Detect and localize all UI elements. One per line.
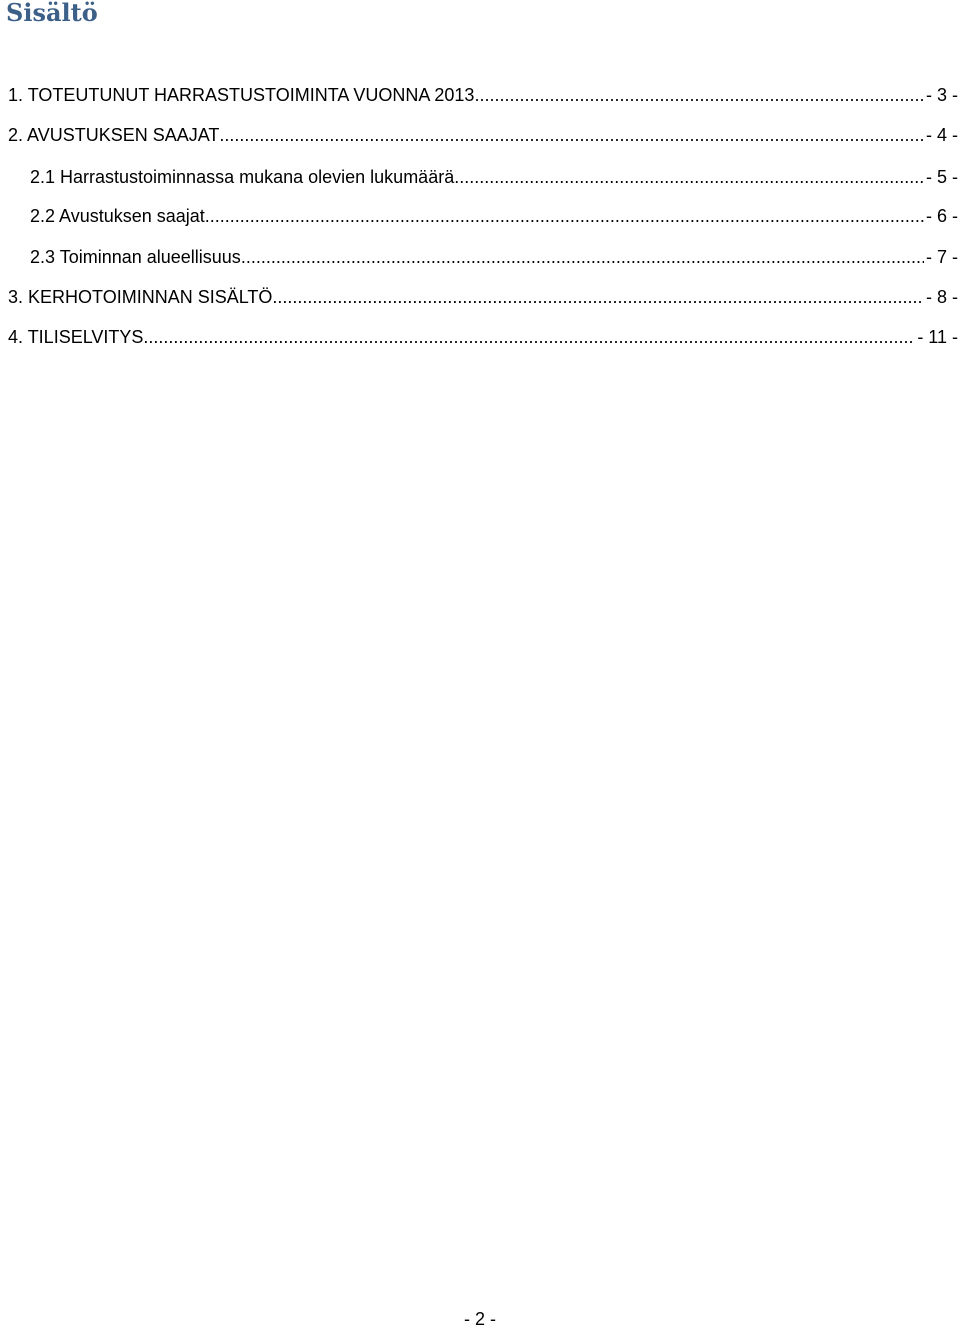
toc-entry[interactable] bbox=[30, 244, 958, 270]
toc-entry-text: 2.1 Harrastustoiminnassa mukana olevien lukumäärä bbox=[30, 167, 455, 187]
toc-entry-page: - 7 - bbox=[925, 247, 958, 267]
toc-leader-dots bbox=[272, 284, 924, 310]
toc-entry-text: 3. KERHOTOIMINNAN SISÄLTÖ bbox=[8, 287, 273, 307]
toc-entry-page: - 6 - bbox=[925, 206, 958, 226]
toc-entry[interactable] bbox=[30, 164, 958, 190]
toc-leader-dots bbox=[219, 122, 924, 148]
toc-entry[interactable] bbox=[8, 82, 958, 108]
toc-entry[interactable] bbox=[30, 203, 958, 229]
toc-title: Sisältö bbox=[6, 0, 98, 27]
toc-entry-page: - 11 - bbox=[917, 327, 958, 347]
toc-leader-dots bbox=[454, 164, 924, 190]
toc-entry-text: 2.3 Toiminnan alueellisuus bbox=[30, 247, 241, 267]
toc-entry-text: 2.2 Avustuksen saajat bbox=[30, 206, 205, 226]
toc-entry-page: - 3 - bbox=[925, 85, 958, 105]
toc-entry-text: 1. TOTEUTUNUT HARRASTUSTOIMINTA VUONNA 2013 bbox=[8, 85, 475, 105]
toc-entry-text: 2. AVUSTUKSEN SAAJAT bbox=[8, 125, 220, 145]
toc-leader-dots bbox=[474, 82, 924, 108]
toc-entry-text: 4. TILISELVITYS bbox=[8, 327, 144, 347]
toc-leader-dots bbox=[205, 203, 924, 229]
toc-entry-page: - 5 - bbox=[925, 167, 958, 187]
toc-leader-dots bbox=[143, 324, 915, 350]
toc-entry-page: - 4 - bbox=[925, 125, 958, 145]
toc-entry[interactable] bbox=[8, 324, 958, 350]
page-number: - 2 - bbox=[463, 1309, 496, 1329]
toc-leader-dots bbox=[241, 244, 924, 270]
toc-entry[interactable] bbox=[8, 284, 958, 310]
toc-entry-page: - 8 - bbox=[925, 287, 958, 307]
toc-entry[interactable] bbox=[8, 122, 958, 148]
